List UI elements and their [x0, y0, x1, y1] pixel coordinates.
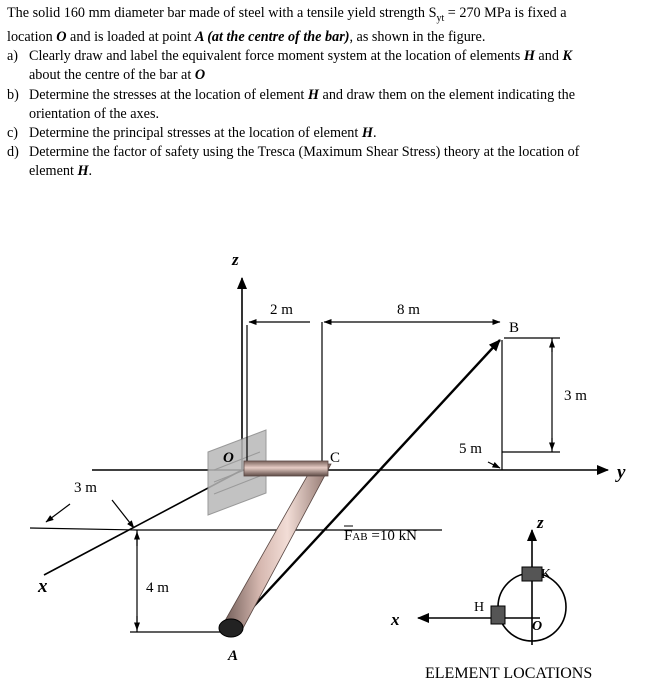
element-locations-title: ELEMENT LOCATIONS: [425, 665, 593, 682]
part-b-text-tail: and draw them on the element indicating the: [318, 86, 576, 103]
force-subscript: AB: [352, 531, 368, 543]
intro-text-1: The solid 160 mm diameter bar made of steel with a tensile yield strength S: [7, 5, 437, 21]
element-h: [491, 606, 505, 624]
part-c-h: H: [361, 125, 373, 142]
part-d-text: Determine the factor of safety using the Tresca (Maximum Shear Stress) theory at the location of: [29, 144, 580, 161]
part-a-and: and: [534, 48, 563, 65]
element-k-label: K: [541, 567, 552, 582]
inset-axis-z-label: z: [537, 513, 544, 532]
intro-point-a: A: [194, 29, 204, 46]
intro-text-2-mid: and is loaded at point: [66, 29, 195, 46]
element-h-label: H: [474, 600, 485, 615]
part-b-label: b): [7, 86, 19, 103]
point-c-label: C: [330, 450, 341, 466]
dim-5m-label: 5 m: [459, 441, 482, 457]
dim-3m-slant-arrow-2: [46, 504, 70, 522]
inset-center-o-label: O: [532, 619, 543, 634]
point-a-label: A: [228, 648, 239, 664]
force-line-ab: [230, 340, 500, 632]
part-d-h: H: [77, 163, 89, 180]
part-a-o: O: [194, 67, 206, 84]
intro-text-2: location: [7, 29, 57, 46]
part-b-text-2: orientation of the axes.: [29, 105, 160, 122]
axis-y-label: y: [617, 462, 626, 483]
dim-3m-slant: [30, 528, 137, 530]
part-c-text: Determine the principal stresses at the location of element: [29, 125, 362, 142]
part-c-tail: .: [372, 125, 377, 142]
dim-5m-arrow: [488, 462, 500, 468]
part-d-label: d): [7, 144, 19, 161]
dim-3m-left-label: 3 m: [74, 480, 97, 496]
intro-text-2-tail: , as shown in the figure.: [349, 29, 486, 46]
part-d-tail: .: [88, 163, 93, 180]
axis-x-label: x: [38, 576, 48, 597]
part-a-k: K: [562, 48, 572, 65]
part-b-text: Determine the stresses at the location of element: [29, 86, 308, 103]
part-a-label: a): [7, 48, 19, 65]
part-a-text: Clearly draw and label the equivalent force moment system at the location of elements: [29, 48, 524, 65]
bar-end-a: [219, 619, 243, 637]
dim-2m-label: 2 m: [270, 302, 293, 318]
inset-axis-x-label: x: [391, 610, 400, 629]
element-locations-inset: [390, 513, 592, 682]
part-d-text-2: element: [29, 163, 78, 180]
part-c-label: c): [7, 125, 19, 142]
part-a-text-2: about the centre of the bar at: [29, 67, 195, 84]
element-k: [522, 567, 542, 581]
axis-z-label: z: [232, 250, 239, 269]
dim-3m-slant-arrow: [112, 500, 134, 528]
dim-3m-vertical-label: 3 m: [564, 388, 587, 404]
dim-8m-label: 8 m: [397, 302, 420, 318]
yield-subscript: yt: [436, 12, 445, 24]
intro-paren: (at the centre of the bar): [203, 29, 350, 46]
point-b-label: B: [509, 320, 520, 336]
point-o-label: O: [223, 450, 234, 466]
intro-point-o: O: [56, 29, 67, 46]
part-a-h: H: [523, 48, 535, 65]
force-value: =10 kN: [367, 528, 417, 544]
force-symbol: F: [344, 528, 353, 544]
force-label: [344, 528, 417, 544]
bar-segment-oc: [244, 461, 328, 476]
part-b-h: H: [307, 86, 319, 103]
dim-4m-label: 4 m: [146, 580, 169, 596]
intro-text-1-tail: = 270 MPa is fixed a: [444, 5, 567, 21]
